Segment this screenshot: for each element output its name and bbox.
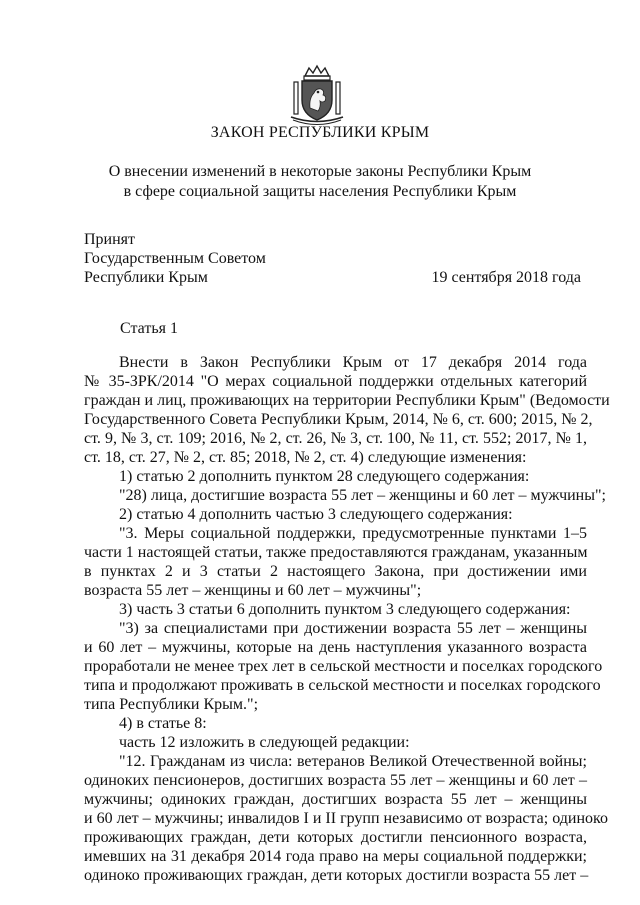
body-line: "3. Меры социальной поддержки, предусмотренные пунктами 1–5	[119, 525, 587, 542]
body-line: и 60 лет – мужчины, которые на день наступления указанного возраста	[84, 639, 587, 656]
body-line: граждан и лиц, проживающих на территории Республики Крым" (Ведомости	[84, 392, 610, 409]
adoption-line-2: Государственным Советом	[84, 250, 266, 267]
body-line: ст. 9, № 3, ст. 109; 2016, № 2, ст. 26, № 3, ст. 100, № 11, ст. 552; 2017, № 1,	[84, 430, 587, 447]
crimea-coat-of-arms-icon	[285, 62, 349, 126]
body-line: возраста 55 лет – женщины и 60 лет – мужчины";	[84, 582, 422, 599]
body-line: в пунктах 2 и 3 статьи 2 настоящего Закона, при достижении ими	[84, 563, 587, 580]
adoption-line-1: Принят	[84, 231, 136, 248]
body-line: № 35-ЗРК/2014 "О мерах социальной поддержки отдельных категорий	[84, 373, 587, 390]
body-line: ст. 18, ст. 27, № 2, ст. 85; 2018, № 2, ст. 4) следующие изменения:	[84, 449, 527, 466]
body-line: мужчины; одиноких граждан, достигших возраста 55 лет – женщины	[84, 791, 587, 808]
body-line: одиноких пенсионеров, достигших возраста 55 лет – женщины и 60 лет –	[84, 772, 587, 789]
body-line: часть 12 изложить в следующей редакции:	[119, 734, 410, 751]
adoption-date: 19 сентября 2018 года	[431, 269, 581, 286]
body-line: и 60 лет – мужчины; инвалидов I и II групп независимо от возраста; одиноко	[84, 810, 608, 827]
body-line: 4) в статье 8:	[119, 715, 207, 732]
body-line: "28) лица, достигшие возраста 55 лет – женщины и 60 лет – мужчины";	[119, 487, 606, 504]
body-line: Государственного Совета Республики Крым, 2014, № 6, ст. 600; 2015, № 2,	[84, 411, 593, 428]
law-subtitle-line-2: в сфере социальной защиты населения Республики Крым	[123, 183, 517, 200]
body-line: 1) статью 2 дополнить пунктом 28 следующего содержания:	[119, 468, 530, 485]
body-line: имевших на 31 декабря 2014 года право на меры социальной поддержки;	[84, 848, 587, 865]
body-line: проработали не менее трех лет в сельской местности и поселках городского	[84, 658, 603, 675]
body-line: 3) часть 3 статьи 6 дополнить пунктом 3 следующего содержания:	[119, 601, 571, 618]
body-line: типа и продолжают проживать в сельской местности и поселках городского	[84, 677, 601, 694]
body-line: Внести в Закон Республики Крым от 17 декабря 2014 года	[119, 354, 587, 371]
law-title: ЗАКОН РЕСПУБЛИКИ КРЫМ	[210, 124, 430, 141]
adoption-line-3: Республики Крым	[84, 269, 208, 286]
body-line: одиноко проживающих граждан, дети которых достигли возраста 55 лет –	[84, 867, 589, 884]
body-line: 2) статью 4 дополнить частью 3 следующего содержания:	[119, 506, 513, 523]
body-line: части 1 настоящей статьи, также предоставляются гражданам, указанным	[84, 544, 588, 561]
law-subtitle-line-1: О внесении изменений в некоторые законы Республики Крым	[108, 163, 532, 180]
body-line: "12. Гражданам из числа: ветеранов Великой Отечественной войны;	[119, 753, 587, 770]
body-line: "3) за специалистами при достижении возраста 55 лет – женщины	[119, 620, 587, 637]
body-line: проживающих граждан, дети которых достигли пенсионного возраста,	[84, 829, 587, 846]
body-line: типа Республики Крым.";	[84, 696, 259, 713]
article-heading: Статья 1	[120, 320, 178, 337]
